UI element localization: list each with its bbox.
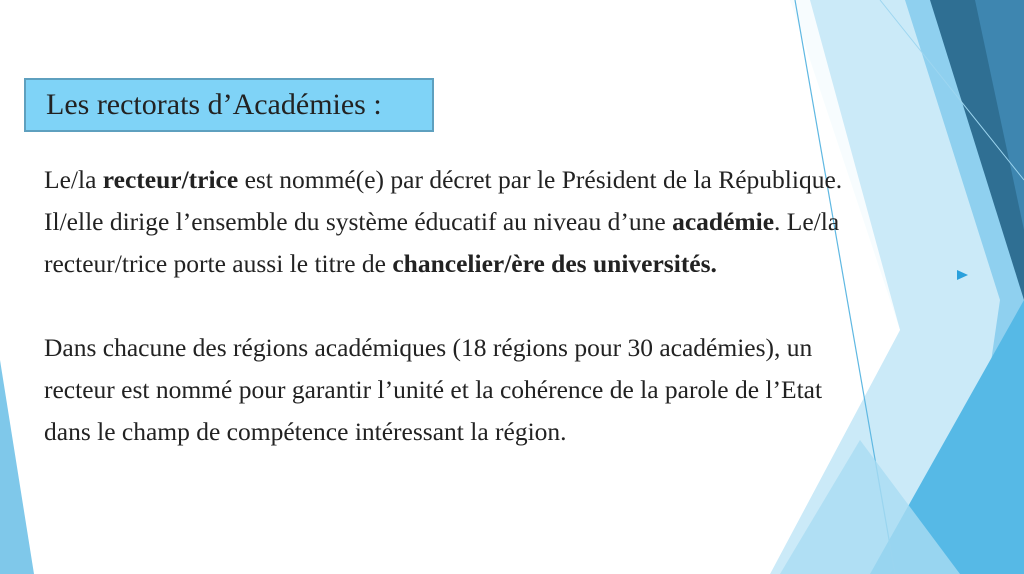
paragraph-2-line-3: dans le champ de compétence intéressant la région. [44,417,567,446]
bold-term-chancelier: chancelier/ère des universités. [392,249,717,278]
paragraph-1-line-3 [44,243,994,285]
bold-term-recteur: recteur/trice [102,165,239,194]
body-text [44,159,994,453]
text-segment: Il/elle dirige l’ensemble du système éducatif au niveau d’une [44,207,673,236]
paragraph-2-line-1: Dans chacune des régions académiques (18 régions pour 30 académies), un [44,333,813,362]
text-segment: recteur/trice porte aussi le titre de [44,249,393,278]
bold-term-academie: académie [672,207,775,236]
paragraph-1-line-1 [44,159,994,201]
title-box [24,78,434,132]
left-edge-accent [0,360,34,574]
paragraph-1 [44,159,994,285]
slide-title: Les rectorats d’Académies : [46,88,382,121]
text-segment: est nommé(e) par décret par le Président de la République. [238,165,843,194]
paragraph-spacer [44,285,994,327]
paragraph-2 [44,327,994,453]
text-segment: . Le/la [774,207,840,236]
paragraph-1-line-2 [44,201,994,243]
paragraph-2-line-2: recteur est nommé pour garantir l’unité et la cohérence de la parole de l’Etat [44,375,823,404]
text-segment: Le/la [44,165,103,194]
